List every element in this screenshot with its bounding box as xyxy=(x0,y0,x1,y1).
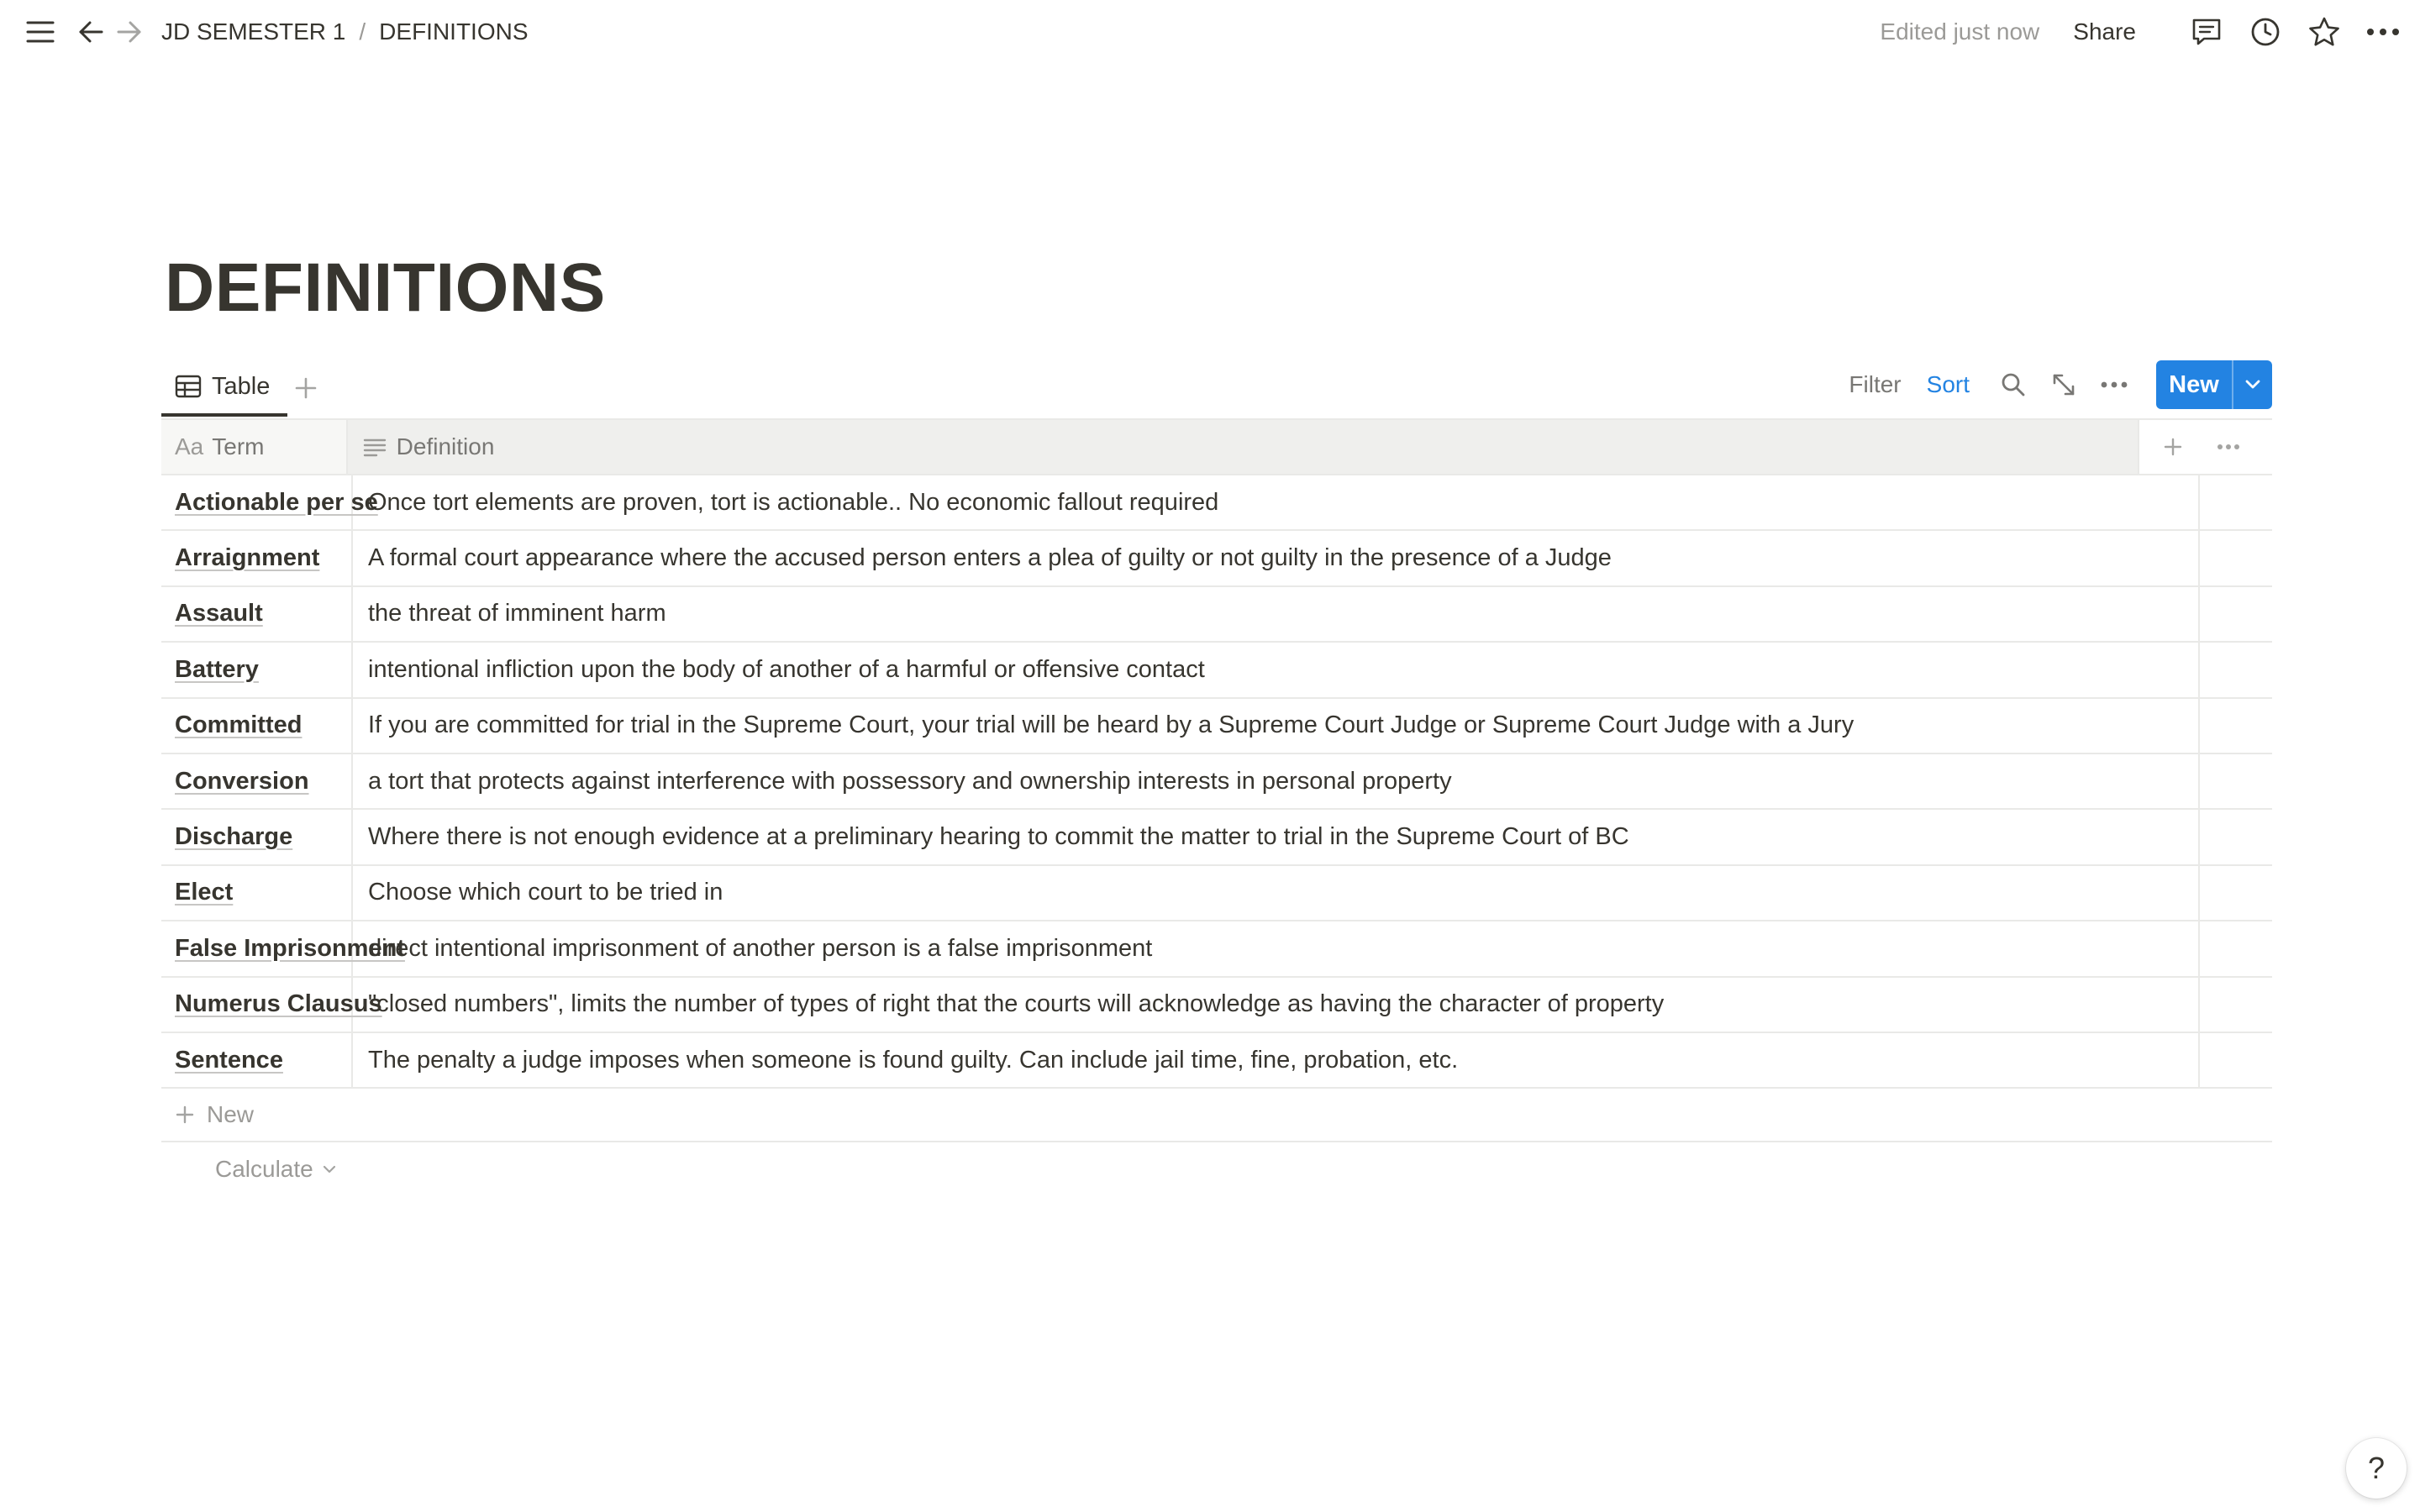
comments-icon[interactable] xyxy=(2186,12,2227,52)
page-title: DEFINITIONS xyxy=(165,249,606,326)
table-row xyxy=(161,866,2272,921)
table-row xyxy=(161,921,2272,977)
cell-definition[interactable]: intentional infliction upon the body of another of a harmful or offensive contact xyxy=(353,643,2200,696)
cell-term[interactable]: Numerus Clausus xyxy=(161,978,353,1032)
breadcrumb-item-current[interactable]: DEFINITIONS xyxy=(379,18,529,45)
top-bar xyxy=(0,0,2420,64)
cell-empty xyxy=(2200,1033,2272,1087)
top-bar-actions xyxy=(1880,12,2403,52)
cell-definition[interactable]: "closed numbers", limits the number of types of right that the courts will acknowledge as having the character of property xyxy=(353,978,2200,1032)
view-bar xyxy=(161,360,2272,418)
view-actions xyxy=(1849,360,2272,410)
cell-term[interactable]: Sentence xyxy=(161,1033,353,1087)
cell-term[interactable]: Committed xyxy=(161,699,353,753)
cell-term[interactable]: Battery xyxy=(161,643,353,696)
cell-empty xyxy=(2200,699,2272,753)
cell-definition[interactable]: Choose which court to be tried in xyxy=(353,866,2200,920)
cell-empty xyxy=(2200,810,2272,864)
cell-definition[interactable]: The penalty a judge imposes when someone is found guilty. Can include jail time, fine, probation, etc. xyxy=(353,1033,2200,1087)
menu-icon[interactable] xyxy=(24,17,57,47)
cell-term[interactable]: Discharge xyxy=(161,810,353,864)
cell-definition[interactable]: direct intentional imprisonment of another person is a false imprisonment xyxy=(353,921,2200,975)
cell-term[interactable]: Elect xyxy=(161,866,353,920)
column-header-term-label: Term xyxy=(212,433,265,459)
cell-term[interactable]: False Imprisonment xyxy=(161,921,353,975)
table-row xyxy=(161,587,2272,643)
table-row xyxy=(161,475,2272,531)
cell-term[interactable]: Actionable per se xyxy=(161,475,353,529)
share-button[interactable]: Share xyxy=(2073,18,2136,45)
sort-button[interactable]: Sort xyxy=(1926,371,1970,397)
cell-definition[interactable]: Once tort elements are proven, tort is actionable.. No economic fallout required xyxy=(353,475,2200,529)
cell-definition[interactable]: a tort that protects against interference with possessory and ownership interests in personal property xyxy=(353,754,2200,808)
breadcrumb-item-parent[interactable]: JD SEMESTER 1 xyxy=(161,18,346,45)
table-row xyxy=(161,754,2272,810)
table-icon xyxy=(175,375,202,398)
chevron-down-icon xyxy=(322,1164,337,1174)
favorite-star-icon[interactable] xyxy=(2304,12,2344,52)
search-icon[interactable] xyxy=(1995,366,2032,403)
cell-empty xyxy=(2200,866,2272,920)
more-options-icon[interactable] xyxy=(2363,12,2403,52)
add-new-row-button[interactable] xyxy=(161,1089,2272,1142)
table-body xyxy=(161,475,2272,1089)
cell-term[interactable]: Conversion xyxy=(161,754,353,808)
cell-definition[interactable]: Where there is not enough evidence at a preliminary hearing to commit the matter to trial in the Supreme Court of BC xyxy=(353,810,2200,864)
text-lines-icon xyxy=(363,437,387,457)
column-header-definition[interactable] xyxy=(348,420,2139,474)
table-row xyxy=(161,810,2272,865)
calculate-label: Calculate xyxy=(215,1156,313,1183)
table-row xyxy=(161,1033,2272,1089)
cell-empty xyxy=(2200,921,2272,975)
breadcrumb-separator: / xyxy=(359,18,366,45)
table-header-row xyxy=(161,420,2272,475)
breadcrumb xyxy=(161,15,529,49)
back-arrow-icon[interactable] xyxy=(74,17,108,47)
calculate-button[interactable] xyxy=(161,1142,2272,1196)
cell-empty xyxy=(2200,475,2272,529)
table-row xyxy=(161,531,2272,586)
expand-icon[interactable] xyxy=(2045,366,2082,403)
view-more-options-icon[interactable] xyxy=(2096,366,2133,403)
table-row xyxy=(161,699,2272,754)
filter-button[interactable]: Filter xyxy=(1849,371,1902,397)
add-view-icon[interactable] xyxy=(289,371,323,405)
history-clock-icon[interactable] xyxy=(2245,12,2286,52)
edited-status: Edited just now xyxy=(1880,18,2040,45)
cell-empty xyxy=(2200,531,2272,585)
column-header-term[interactable] xyxy=(161,420,348,474)
definitions-table xyxy=(161,418,2272,1196)
tab-table-view[interactable] xyxy=(161,360,287,417)
table-row xyxy=(161,978,2272,1033)
cell-empty xyxy=(2200,587,2272,641)
cell-empty xyxy=(2200,643,2272,696)
cell-empty xyxy=(2200,754,2272,808)
add-property-icon[interactable] xyxy=(2161,430,2195,464)
chevron-down-icon[interactable] xyxy=(2232,360,2272,409)
plus-icon xyxy=(175,1105,195,1125)
column-header-definition-label: Definition xyxy=(396,433,495,459)
cell-definition[interactable]: the threat of imminent harm xyxy=(353,587,2200,641)
new-record-button[interactable] xyxy=(2156,360,2272,409)
new-record-label: New xyxy=(2169,370,2219,398)
column-header-actions xyxy=(2139,420,2272,474)
add-new-row-label: New xyxy=(207,1101,255,1128)
help-button[interactable]: ? xyxy=(2346,1438,2407,1499)
tab-table-label: Table xyxy=(212,372,271,400)
forward-arrow-icon[interactable] xyxy=(113,17,146,47)
table-row xyxy=(161,643,2272,698)
cell-definition[interactable]: If you are committed for trial in the Supreme Court, your trial will be heard by a Supreme Court Judge or Supreme Court Judge with a Jury xyxy=(353,699,2200,753)
cell-term[interactable]: Arraignment xyxy=(161,531,353,585)
cell-term[interactable]: Assault xyxy=(161,587,353,641)
cell-empty xyxy=(2200,978,2272,1032)
cell-definition[interactable]: A formal court appearance where the accused person enters a plea of guilty or not guilty in the presence of a Judge xyxy=(353,531,2200,585)
text-property-icon: Aa xyxy=(175,433,204,459)
column-more-options-icon[interactable] xyxy=(2217,430,2250,464)
